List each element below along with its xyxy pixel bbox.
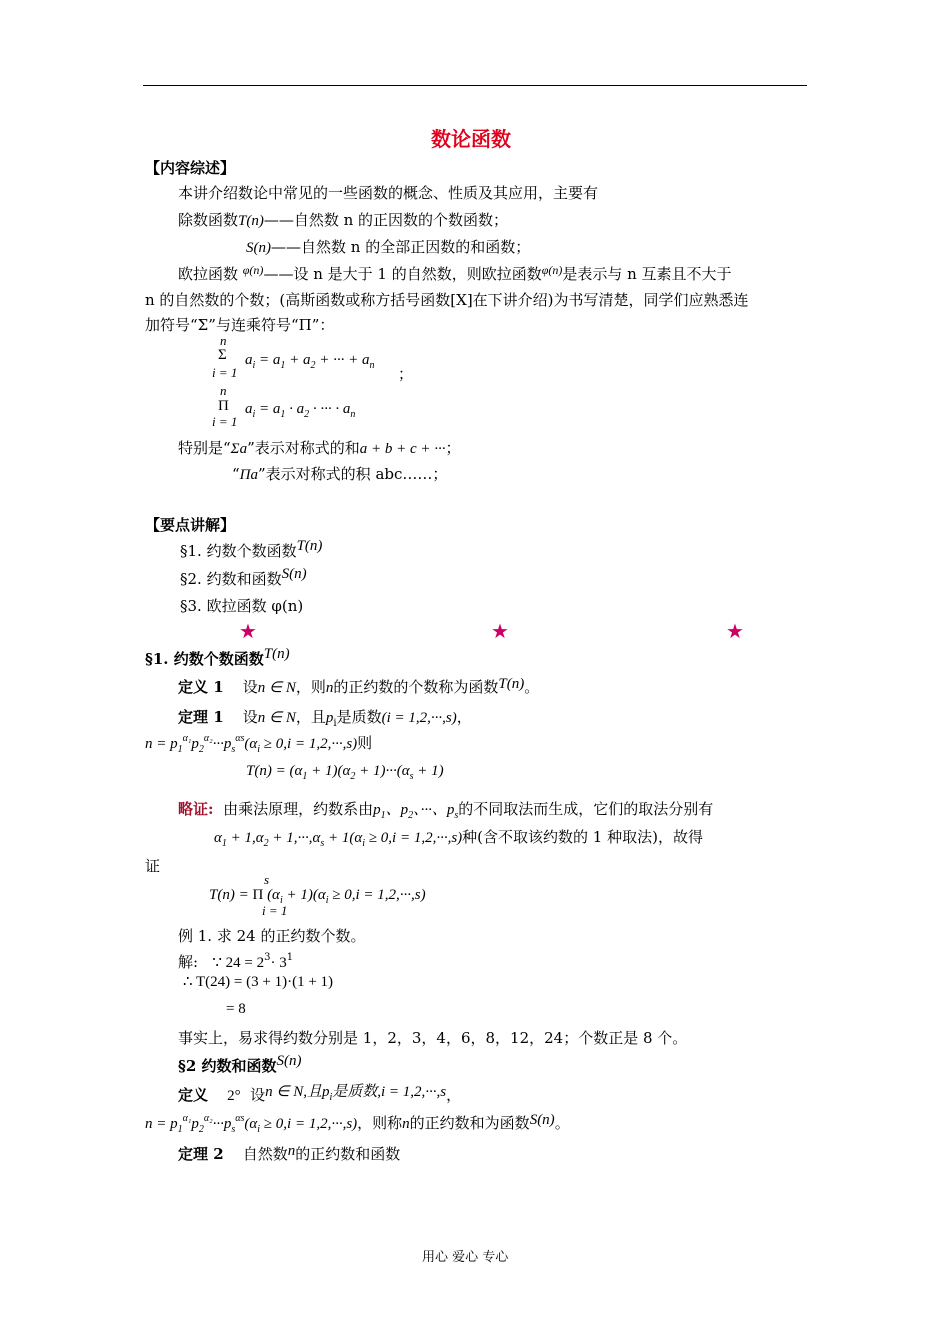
sum-body: a <box>245 352 253 368</box>
euler-prefix: 欧拉函数 <box>178 265 239 283</box>
thm1-formula: $T(n) = (\alpha_1 + 1)(\alpha_2 + 1)\cdot\cdot\cdot(\alpha_s + 1)$ <box>246 763 444 782</box>
sum-formula: $a_i = a_1 + a_2$ + ··· + $a_n$ <box>245 352 375 371</box>
prod-rhs: = a <box>259 401 281 417</box>
def1-a: 设 <box>242 678 258 696</box>
def2-cond: n ∈ N,且$p_i$是质数,i = 1,2,···,s <box>265 1084 447 1103</box>
def1-line <box>178 678 539 697</box>
proof-d: 证 <box>145 857 161 875</box>
special2-prefix: “ <box>232 465 240 483</box>
overview-heading: 【内容综述】 <box>145 159 236 177</box>
keypoint-2-sym: S(n) <box>281 566 307 582</box>
proof-list: $\alpha_1 + 1,\alpha_2 + 1,\cdot\cdot\cdot,\alpha_s + 1(\alpha_i \ge 0,i = 1,2,\cdot\cdot\cdot,s)$ <box>214 830 463 849</box>
special-prefix: 特别是“ <box>178 439 231 457</box>
solution-label: 解: <box>178 953 199 971</box>
def1-cond: n ∈ N <box>257 680 296 696</box>
def2-c: 的正约数和为函数 <box>409 1114 530 1132</box>
factorization-1: $n = p_1^{\alpha_1}p_2^{\alpha_2}\cdot\cdot\cdot p_s^{\alpha s}(\alpha_i \ge 0,i = 1,2,\cdot\cdot\cdot,s)$则 <box>145 733 373 755</box>
def2-sym: S(n) <box>529 1112 555 1128</box>
thm1-range: (i = 1,2,···,s) <box>381 710 457 726</box>
star-icon: ★ <box>239 619 257 643</box>
solution-mid: · 3 <box>270 955 287 971</box>
sum-rhs: = a <box>259 352 281 368</box>
proof-line2 <box>214 828 703 847</box>
def2-label: 定义 <box>178 1086 209 1104</box>
def1-label: 定义 1 <box>178 678 224 696</box>
proof-prod: T(n) = Π $(\alpha_i + 1)(\alpha_i \ge 0,i = 1,2,\cdot\cdot\cdot,s)$ <box>209 887 426 906</box>
keypoint-3: §3. 欧拉函数 φ(n) <box>180 597 304 615</box>
overview-line2: n 的自然数的个数；(高斯函数或称方括号函数[X]在下讲介绍)为书写清楚，同学们应熟悉连 <box>145 291 749 309</box>
overview-intro: 本讲介绍数论中常见的一些函数的概念、性质及其应用，主要有 <box>178 184 599 202</box>
keypoint-1 <box>180 538 323 561</box>
proof-a: 由乘法原理，约数系由 <box>223 800 374 818</box>
s2-heading-sym: S(n) <box>276 1053 302 1069</box>
solution-step1: ∵ 24 = 2 <box>212 955 265 971</box>
sum-upper: n <box>220 333 227 348</box>
thm2-b: 的正约数和函数 <box>295 1145 401 1163</box>
special-expr: a + b + c + ··· <box>359 441 446 457</box>
sym-phi-2: φ(n) <box>541 263 563 277</box>
prod-pi: Π <box>218 398 229 414</box>
euler-tail: 是表示与 n 互素且不大于 <box>562 265 732 283</box>
thm1-a: 设 <box>242 708 258 726</box>
prod-end: · ··· · a <box>312 401 351 417</box>
sum-end: + a <box>289 352 311 368</box>
star-icon: ★ <box>726 619 744 643</box>
solution-exp1: 3 <box>264 952 271 963</box>
star-icon: ★ <box>491 619 509 643</box>
special-pi: Πa <box>239 467 259 483</box>
def2-line <box>178 1086 461 1105</box>
proof-ps: $p_1$、$p_2$、···、$p_s$ <box>373 802 459 821</box>
euler-desc: ——设 n 是大于 1 的自然数，则欧拉函数 <box>263 265 542 283</box>
page-title: 数论函数 <box>431 127 511 151</box>
keypoint-2 <box>180 566 307 589</box>
def1-sym: T(n) <box>498 676 525 692</box>
euler-line <box>178 265 732 283</box>
def1-c: 的正约数的个数称为函数 <box>333 678 499 696</box>
proof-label: 略证: <box>178 800 214 818</box>
then-word: 则 <box>357 734 373 752</box>
s2-heading-text: §2 约数和函数 <box>178 1057 277 1075</box>
line3-c: ”： <box>311 316 335 334</box>
sym-phi: φ(n) <box>242 263 264 277</box>
proof-prod-upper: s <box>264 872 270 887</box>
proof-prod-pi: Π <box>252 887 264 903</box>
thm1-cond: n ∈ N <box>257 710 296 726</box>
prod-lower: i = 1 <box>212 414 238 429</box>
s1-heading <box>145 646 290 669</box>
def2-n: n <box>402 1116 410 1132</box>
thm2-a: 自然数 <box>242 1145 288 1163</box>
formula-c: + 1)···(α <box>359 763 410 779</box>
special-line <box>178 439 461 458</box>
factor2-cond: (α <box>244 1116 258 1132</box>
solution-exp2: 1 <box>286 952 294 963</box>
keypoint-1-label: §1. 约数个数函数 <box>180 542 297 560</box>
proof-prod-body2: + 1)(α <box>286 887 326 903</box>
sum-lower: i = 1 <box>212 365 238 380</box>
def2-comma: ， <box>446 1086 462 1104</box>
formula-b: + 1)(α <box>311 763 351 779</box>
thm1-line: 定理 1 设n ∈ N，且$p_i$是质数(i = 1,2,···,s)， <box>178 708 472 729</box>
formula-a: T(n) = (α <box>246 763 303 779</box>
sym-T: T(n) <box>238 213 264 229</box>
proof-prod-lower: i = 1 <box>262 903 288 918</box>
sum-sigma: Σ <box>218 347 227 363</box>
top-rule <box>143 85 807 86</box>
sigma-symbol: Σ <box>197 316 209 334</box>
proof-prod-body: (α <box>267 887 280 903</box>
divisor-prefix: 除数函数 <box>178 211 239 229</box>
thm2-label: 定理 2 <box>178 1145 224 1163</box>
proof-line1 <box>178 800 713 819</box>
def2-deg: 2° <box>227 1088 241 1104</box>
thm1-label: 定理 1 <box>178 708 224 726</box>
special2-line <box>232 465 447 484</box>
def1-b: ，则 <box>295 678 326 696</box>
factor2-lhs: n = p <box>145 1116 178 1132</box>
factor-lhs: n = p <box>145 736 178 752</box>
sum-semicolon: ； <box>398 365 414 383</box>
thm1-c: 是质数 <box>336 708 382 726</box>
special-mid: ”表示对称式的和 <box>247 439 360 457</box>
prod-dots: · a <box>289 401 305 417</box>
example-1: 例 1. 求 24 的正约数个数。 <box>178 927 366 945</box>
solution-1 <box>178 953 293 972</box>
divisor-desc: ——自然数 n 的正因数的个数函数； <box>263 211 509 229</box>
solution-step2: ∴ T(24) = (3 + 1)·(1 + 1) <box>183 974 334 990</box>
factorization-2: $n = p_1^{\alpha_1}p_2^{\alpha_2}\cdot\cdot\cdot p_s^{\alpha s}(\alpha_i \ge 0,i = 1,2,\cdot\cdot\cdot,s)$，则称n的正约数和为函数S(n)。 <box>145 1112 570 1135</box>
keypoint-1-sym: T(n) <box>296 538 323 554</box>
special2-desc: ”表示对称式的积 abc……； <box>258 465 448 483</box>
def1-n: n <box>325 680 334 696</box>
factor-cond2: ≥ 0,i = 1,2,···,s) <box>263 736 358 752</box>
sym-S: S(n) <box>246 240 271 256</box>
special-end: ； <box>445 439 461 457</box>
proof-c: 种(含不取该约数的 1 种取法)，故得 <box>462 828 703 846</box>
s2-heading <box>178 1053 302 1076</box>
formula-d: + 1) <box>417 763 444 779</box>
factor-cond: (α <box>244 736 258 752</box>
thm1-p: p <box>325 710 334 726</box>
prod-upper: n <box>220 383 227 398</box>
sum-line <box>246 238 530 257</box>
special-sigma: Σa <box>230 441 248 457</box>
thm1-comma: ， <box>456 708 472 726</box>
fact-line: 事实上，易求得约数分别是 1，2，3，4，6，8，12，24；个数正是 8 个。 <box>178 1029 688 1047</box>
factor2-cond2: ≥ 0,i = 1,2,···,s) <box>263 1116 358 1132</box>
thm1-b: ，且 <box>295 708 326 726</box>
prod-formula: $a_i = a_1 \cdot a_2$ · ··· · $a_n$ <box>245 401 356 420</box>
thm2-n: n <box>287 1143 296 1159</box>
line3-b: ”与连乘符号“ <box>208 316 299 334</box>
divisor-line <box>178 211 508 230</box>
def1-end: 。 <box>524 678 540 696</box>
thm2-line <box>178 1145 400 1164</box>
def2-end: 。 <box>554 1114 570 1132</box>
keypoint-2-label: §2. 约数和函数 <box>180 570 282 588</box>
sum-dots: + ··· + a <box>319 352 370 368</box>
pi-symbol: Π <box>298 316 312 334</box>
solution-step3: = 8 <box>226 1001 246 1017</box>
line3-a: 加符号“ <box>145 316 198 334</box>
def2-a: 设 <box>250 1086 266 1104</box>
proof-prod-lhs: T(n) = <box>209 887 249 903</box>
proof-prod-body3: ≥ 0,i = 1,2,···,s) <box>332 887 426 903</box>
def2-b: ，则称 <box>357 1114 403 1132</box>
page-footer: 用心 爱心 专心 <box>422 1250 509 1265</box>
sum-desc: ——自然数 n 的全部正因数的和函数； <box>271 238 531 256</box>
keypoints-heading: 【要点讲解】 <box>145 516 236 534</box>
proof-b: 的不同取法而生成，它们的取法分别有 <box>458 800 714 818</box>
s1-heading-text: §1. 约数个数函数 <box>145 650 264 668</box>
s1-heading-sym: T(n) <box>263 646 290 662</box>
overview-line3 <box>145 316 334 334</box>
prod-body: a <box>245 401 253 417</box>
